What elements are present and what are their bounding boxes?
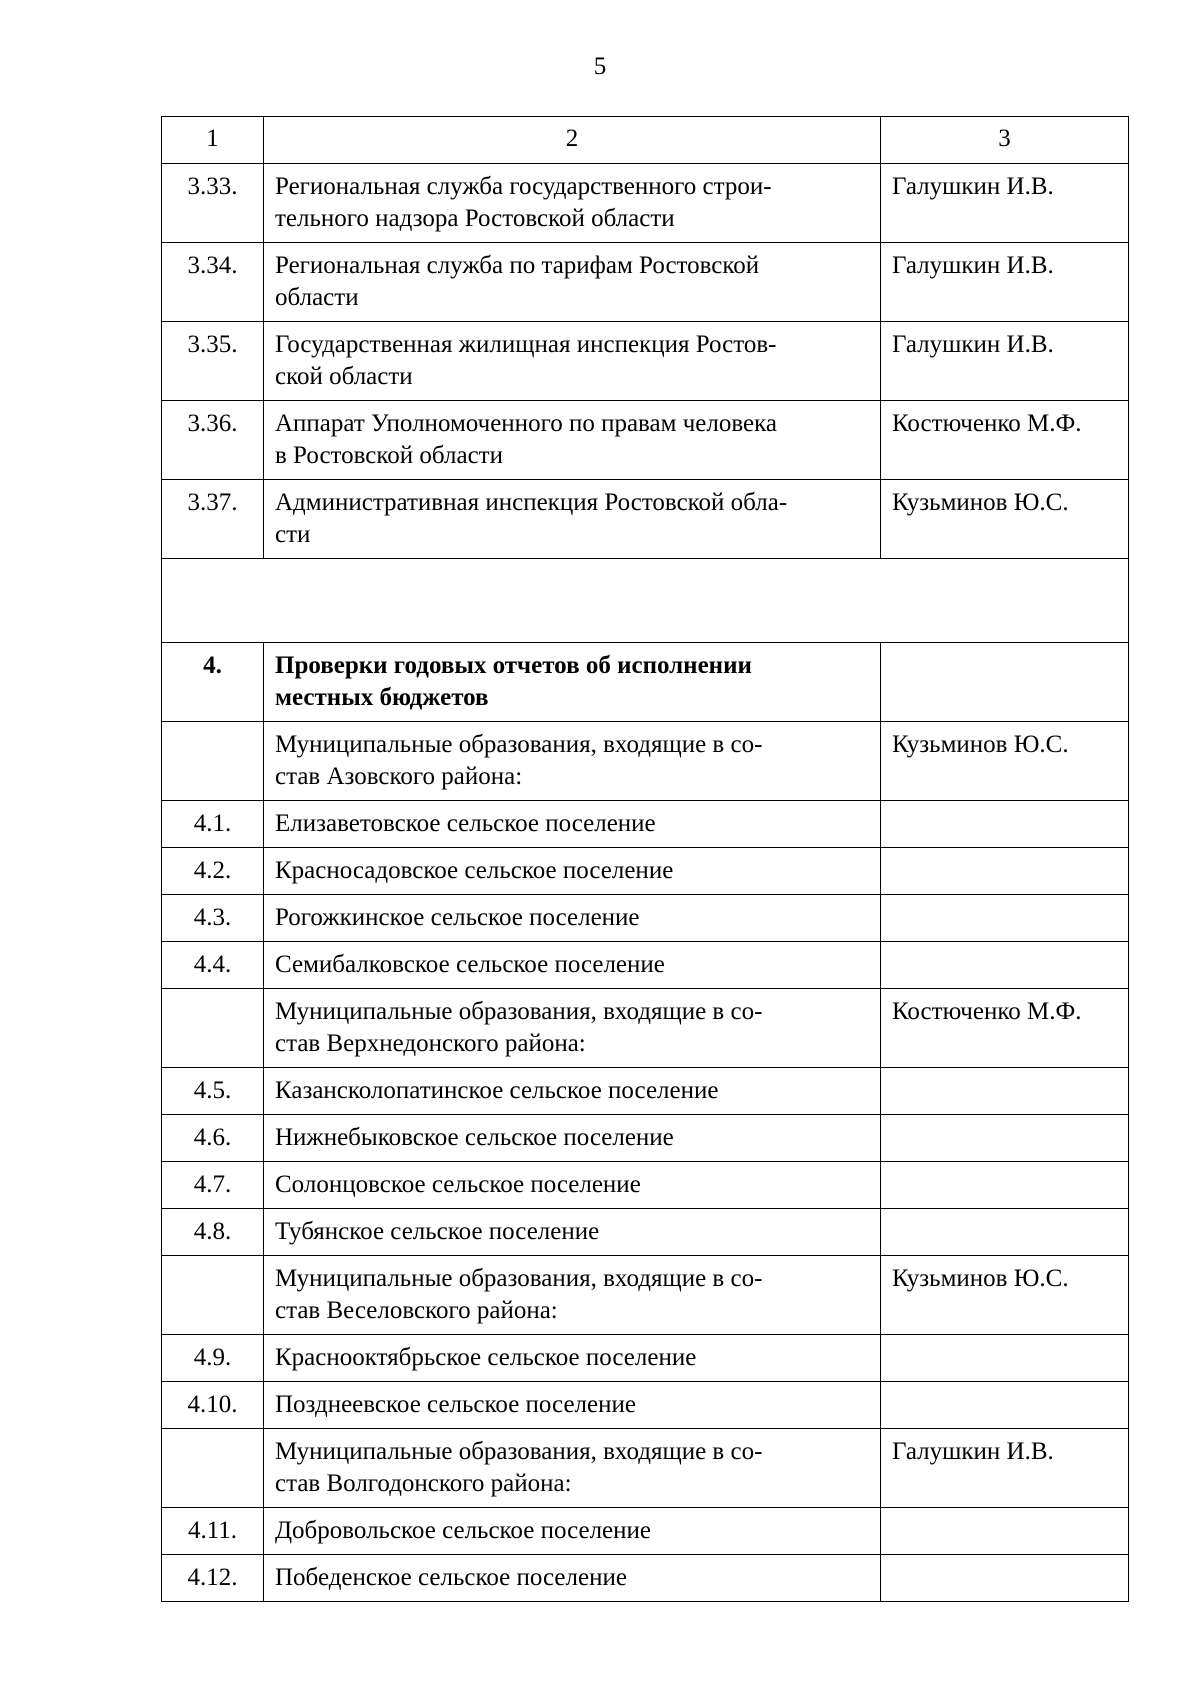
row-responsible [881,1382,1129,1429]
row-responsible [881,1115,1129,1162]
row-number: 4.12. [162,1555,264,1602]
table-row [162,942,1129,989]
row-responsible: Костюченко М.Ф. [881,989,1129,1068]
row-name: Позднеевское сельское поселение [264,1382,881,1429]
row-name: Рогожкинское сельское поселение [264,895,881,942]
row-number: 4.9. [162,1335,264,1382]
row-number: 3.34. [162,243,264,322]
row-name: Добровольское сельское поселение [264,1508,881,1555]
row-name: Елизаветовское сельское поселение [264,801,881,848]
table-row [162,243,1129,322]
row-responsible [881,1555,1129,1602]
column-number-1: 1 [162,117,264,164]
row-responsible [881,895,1129,942]
row-number: 4.8. [162,1209,264,1256]
row-number [162,989,264,1068]
empty-separator-row [162,559,1129,643]
row-number: 3.36. [162,401,264,480]
section-number: 4. [162,643,264,722]
table-row [162,1335,1129,1382]
row-responsible [881,848,1129,895]
group-name: Муниципальные образования, входящие в со- став Веселовского района: [264,1256,881,1335]
inspection-plan-table [161,116,1129,1602]
row-responsible [881,1335,1129,1382]
table-row [162,848,1129,895]
row-responsible: Галушкин И.В. [881,1429,1129,1508]
table-row [162,1508,1129,1555]
row-name: Аппарат Уполномоченного по правам человека в Ростовской области [264,401,881,480]
row-number: 4.11. [162,1508,264,1555]
table-row [162,1115,1129,1162]
table-row [162,1162,1129,1209]
row-name: Тубянское сельское поселение [264,1209,881,1256]
group-row [162,989,1129,1068]
row-responsible: Галушкин И.В. [881,322,1129,401]
group-row [162,1429,1129,1508]
table-row [162,322,1129,401]
row-responsible [881,942,1129,989]
column-number-3: 3 [881,117,1129,164]
table-row [162,1382,1129,1429]
row-responsible: Костюченко М.Ф. [881,401,1129,480]
row-number: 4.4. [162,942,264,989]
row-responsible: Галушкин И.В. [881,243,1129,322]
row-number [162,1256,264,1335]
row-number: 4.2. [162,848,264,895]
row-name: Административная инспекция Ростовской обла- сти [264,480,881,559]
row-name: Региональная служба государственного строи- тельного надзора Ростовской области [264,164,881,243]
row-number: 4.10. [162,1382,264,1429]
row-responsible [881,1209,1129,1256]
row-number: 3.37. [162,480,264,559]
row-number: 3.35. [162,322,264,401]
section-title: Проверки годовых отчетов об исполнении местных бюджетов [264,643,881,722]
section-row [162,643,1129,722]
group-row [162,722,1129,801]
row-name: Красносадовское сельское поселение [264,848,881,895]
column-number-2: 2 [264,117,881,164]
table-row [162,1209,1129,1256]
row-name: Краснооктябрьское сельское поселение [264,1335,881,1382]
table-row [162,1555,1129,1602]
row-responsible: Кузьминов Ю.С. [881,480,1129,559]
table-row [162,895,1129,942]
table-row [162,480,1129,559]
group-name: Муниципальные образования, входящие в со- став Верхнедонского района: [264,989,881,1068]
row-responsible: Галушкин И.В. [881,164,1129,243]
table-header-row [162,117,1129,164]
row-responsible: Кузьминов Ю.С. [881,1256,1129,1335]
table-row [162,801,1129,848]
row-name: Солонцовское сельское поселение [264,1162,881,1209]
row-number: 3.33. [162,164,264,243]
row-responsible [881,643,1129,722]
row-name: Казансколопатинское сельское поселение [264,1068,881,1115]
row-responsible [881,1508,1129,1555]
group-name: Муниципальные образования, входящие в со- став Волгодонского района: [264,1429,881,1508]
row-name: Нижнебыковское сельское поселение [264,1115,881,1162]
group-name: Муниципальные образования, входящие в со- став Азовского района: [264,722,881,801]
empty-cell [162,559,1129,643]
row-responsible [881,1068,1129,1115]
row-number: 4.5. [162,1068,264,1115]
row-name: Государственная жилищная инспекция Ростов- ской области [264,322,881,401]
group-row [162,1256,1129,1335]
row-number: 4.7. [162,1162,264,1209]
row-responsible [881,1162,1129,1209]
row-responsible [881,801,1129,848]
table-row [162,401,1129,480]
row-name: Региональная служба по тарифам Ростовской области [264,243,881,322]
row-number: 4.6. [162,1115,264,1162]
row-number: 4.3. [162,895,264,942]
row-name: Победенское сельское поселение [264,1555,881,1602]
table-row [162,1068,1129,1115]
row-number [162,1429,264,1508]
row-name: Семибалковское сельское поселение [264,942,881,989]
page-number: 5 [593,53,607,80]
row-number: 4.1. [162,801,264,848]
table-row [162,164,1129,243]
row-responsible: Кузьминов Ю.С. [881,722,1129,801]
row-number [162,722,264,801]
